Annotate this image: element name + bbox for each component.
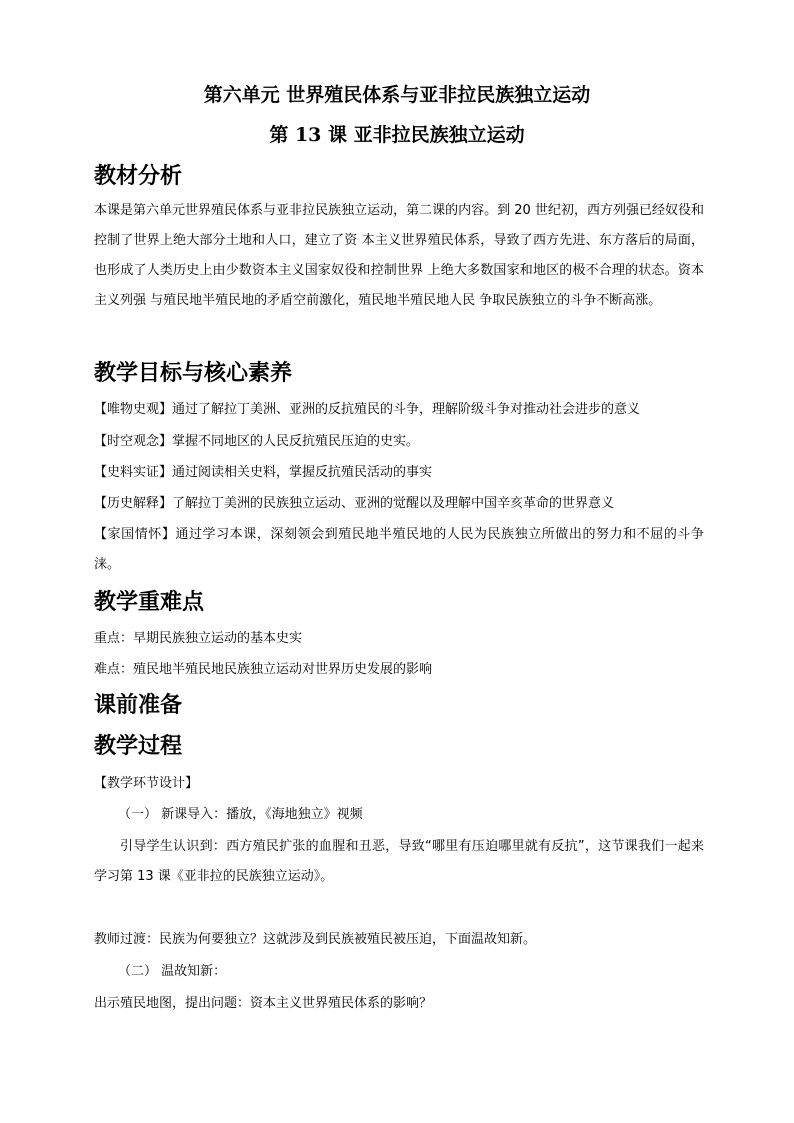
lesson-title: 第 13 课 亚非拉民族独立运动 bbox=[269, 124, 525, 146]
step-intro-text: 引导学生认识到：西方殖民扩张的血腥和丑恶，导致“哪里有压迫哪里就有反抗”，这节课我们一起来学习第 13 课《亚非拉的民族独立运动》。 bbox=[94, 839, 704, 884]
step-review-text: 出示殖民地图，提出问题：资本主义世界殖民体系的影响？ bbox=[94, 996, 433, 1011]
heading-goals: 教学目标与核心素养 bbox=[94, 361, 293, 386]
goal-item: 【唯物史观】通过了解拉丁美洲、亚洲的反抗殖民的斗争，理解阶级斗争对推动社会进步的意义 bbox=[94, 402, 641, 417]
unit-title: 第六单元 世界殖民体系与亚非拉民族独立运动 bbox=[203, 84, 591, 106]
step-review: （二） 温故知新： bbox=[118, 964, 227, 979]
goal-item: 【家国情怀】通过学习本课，深刻领会到殖民地半殖民地的人民为民族独立所做出的努力和不屈的斗争涞。 bbox=[94, 527, 704, 572]
goal-item: 【历史解释】了解拉丁美洲的民族独立运动、亚洲的觉醒以及理解中国辛亥革命的世界意义 bbox=[94, 496, 615, 511]
heading-analysis: 教材分析 bbox=[94, 164, 183, 189]
step-intro: （一） 新课导入：播放，《海地独立》视频 bbox=[118, 807, 363, 822]
heading-preparation: 课前准备 bbox=[94, 693, 183, 718]
goal-item: 【史料实证】通过阅读相关史料，掌握反抗殖民活动的事实 bbox=[94, 465, 433, 480]
heading-process: 教学过程 bbox=[94, 734, 183, 759]
teacher-transition: 教师过渡：民族为何要独立？这就涉及到民族被殖民被压迫，下面温故知新。 bbox=[94, 932, 537, 947]
heading-key-points: 教学重难点 bbox=[94, 590, 205, 615]
goal-item: 【时空观念】掌握不同地区的人民反抗殖民压迫的史实。 bbox=[94, 434, 420, 449]
key-point-difficulty: 难点：殖民地半殖民地民族独立运动对世界历史发展的影响 bbox=[94, 662, 433, 677]
key-point-focus: 重点：早期民族独立运动的基本史实 bbox=[94, 631, 303, 646]
analysis-paragraph: 本课是第六单元世界殖民体系与亚非拉民族独立运动，第二课的内容。到 20 世纪初，西方列强已经奴役和控制了世界上绝大部分土地和人口，建立了资 本主义世界殖民体系，导致了西方先进、东方落后的局面， 也形成了人类历史上由少数资本主义国家奴役和控制世界 上绝大多数国家和地区的极不合理的状态。资本主义列强 与殖民地半殖民地的矛盾空前激化，殖民地半殖民地人民 争取民族独立的斗争不断高涨。 bbox=[94, 203, 704, 308]
design-label: 【教学环节设计】 bbox=[94, 776, 199, 791]
